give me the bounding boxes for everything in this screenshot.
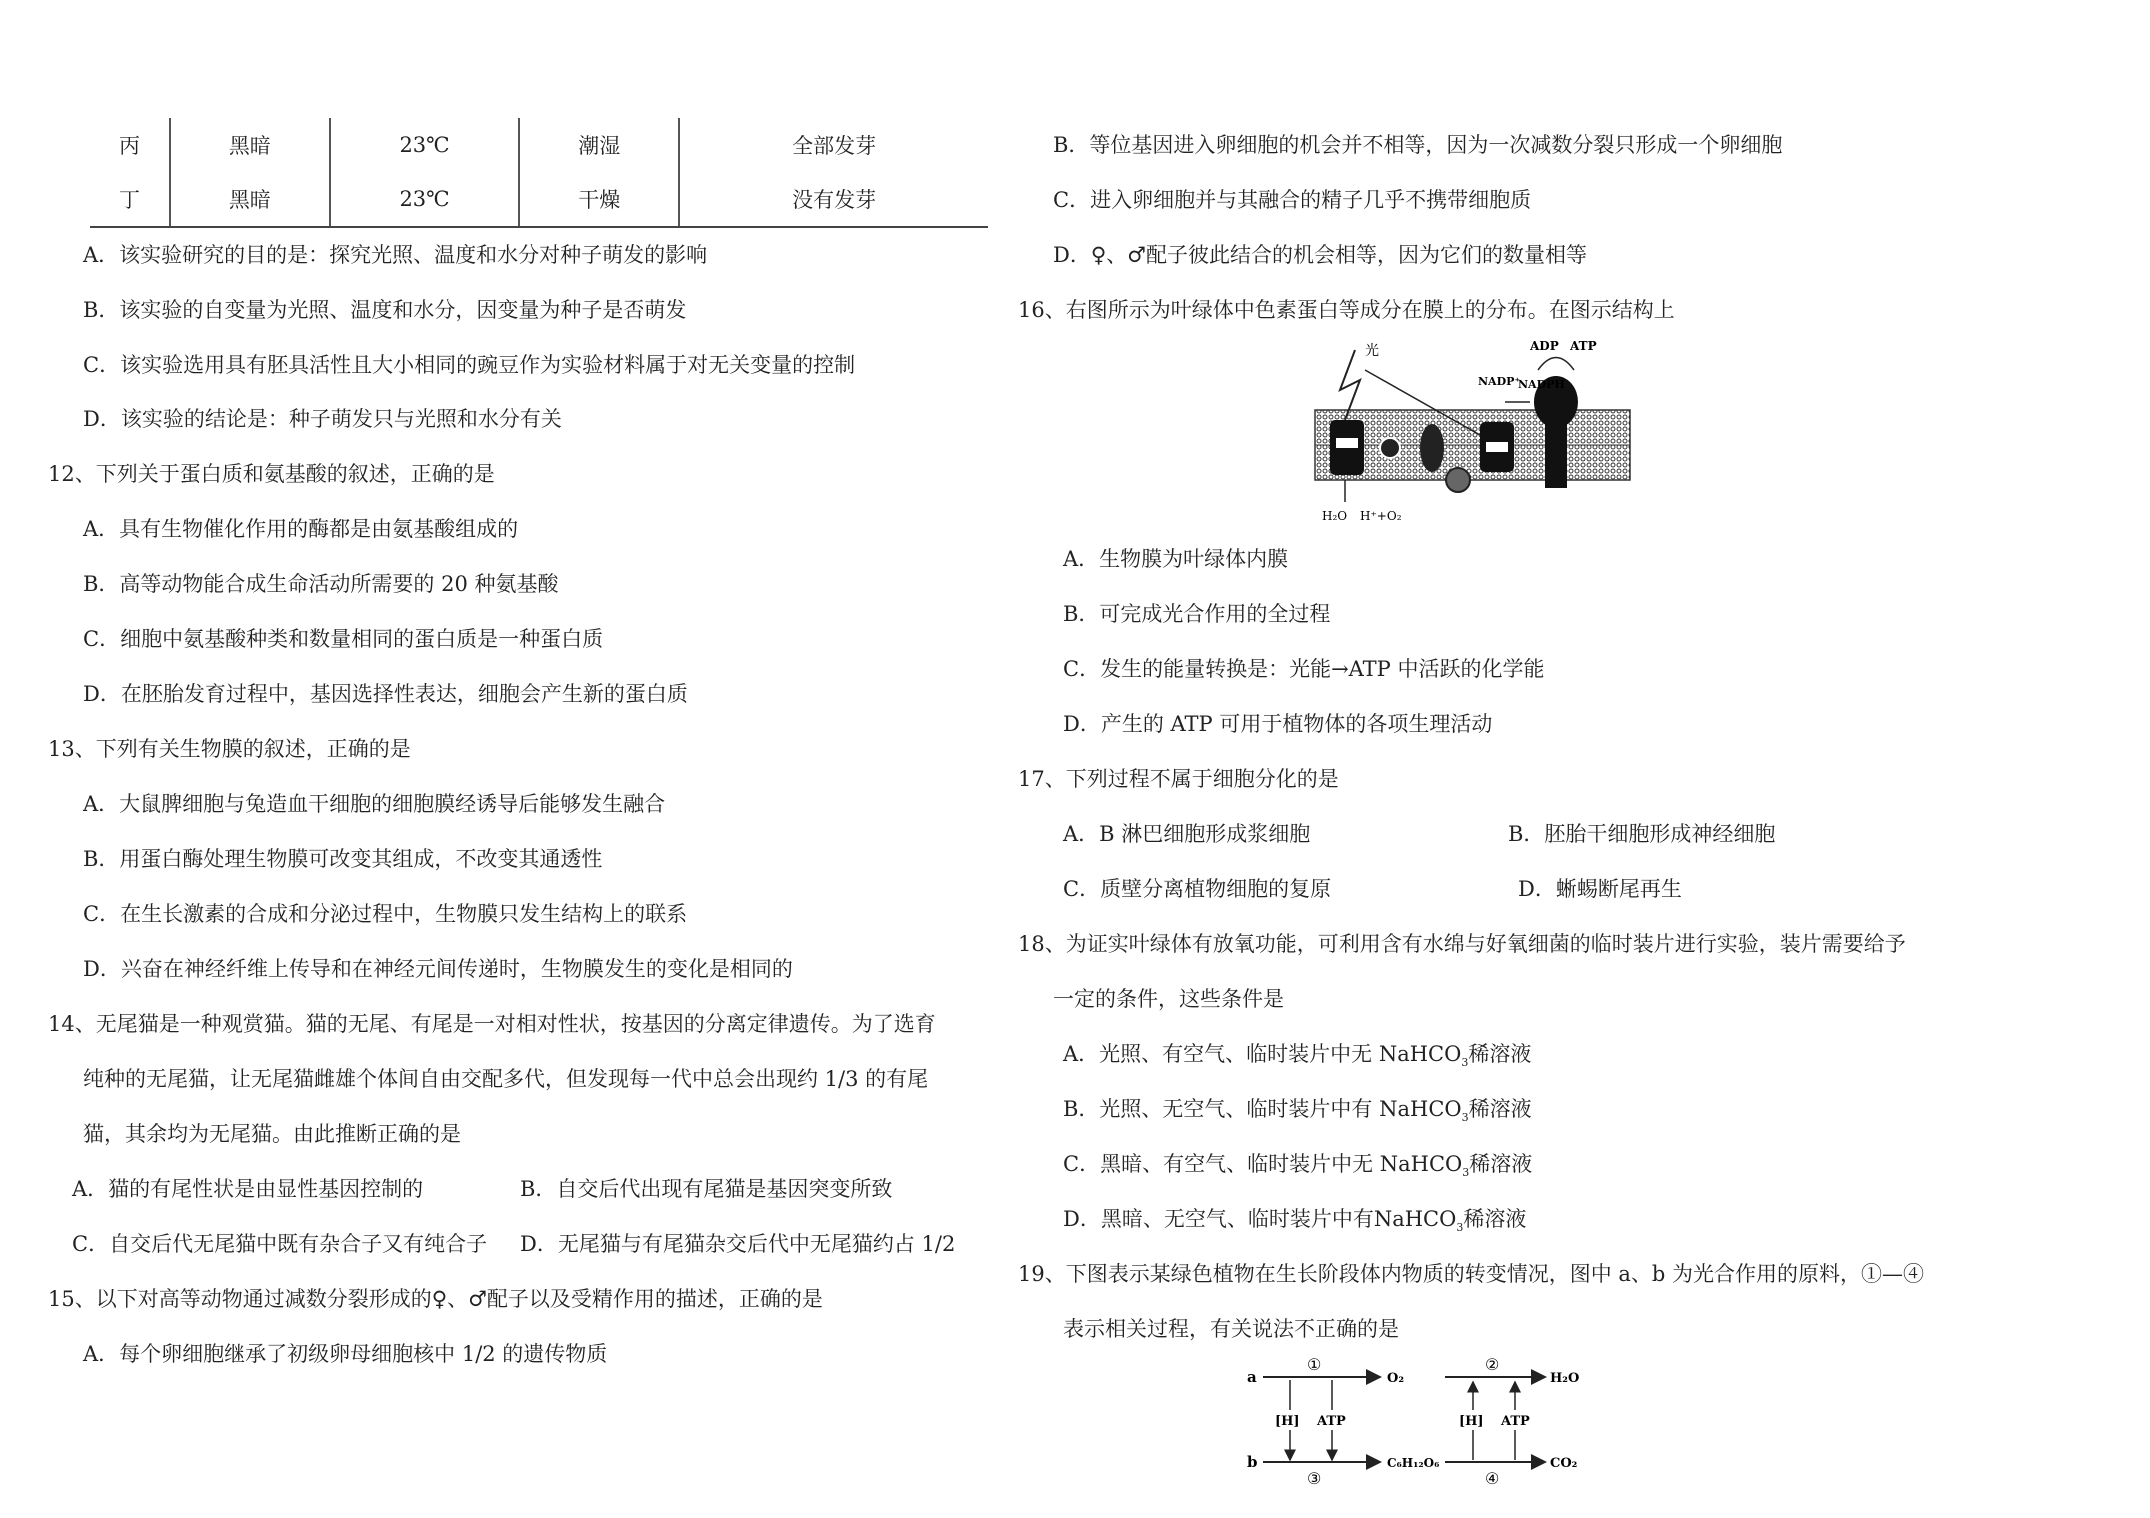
table-cell: 23℃ [330, 118, 520, 172]
q18-option-a [1063, 1039, 1531, 1078]
q11-option-d: D．该实验的结论是：种子萌发只与光照和水分有关 [83, 407, 562, 431]
plastoquinone [1380, 438, 1400, 458]
label-process-4: ④ [1485, 1469, 1500, 1488]
q16-stem: 16、右图所示为叶绿体中色素蛋白等成分在膜上的分布。在图示结构上 [1018, 298, 1675, 322]
label-o2: O₂ [1387, 1371, 1405, 1386]
q14-option-a: A．猫的有尾性状是由显性基因控制的 [72, 1177, 424, 1201]
o2-label: H⁺+O₂ [1360, 509, 1402, 523]
q13-option-c: C．在生长激素的合成和分泌过程中，生物膜只发生结构上的联系 [83, 902, 688, 926]
thylakoid-membrane-figure [1310, 330, 1640, 530]
table-row [90, 172, 988, 227]
label-co2: CO₂ [1550, 1456, 1578, 1471]
q13-option-b: B．用蛋白酶处理生物膜可改变其组成，不改变其通透性 [83, 847, 603, 871]
table-cell: 黑暗 [170, 172, 330, 227]
q16-option-b: B．可完成光合作用的全过程 [1063, 602, 1331, 626]
q15-option-a: A．每个卵细胞继承了初级卵母细胞核中 1/2 的遗传物质 [83, 1342, 608, 1366]
q13-option-d: D．兴奋在神经纤维上传导和在神经元间传递时，生物膜发生的变化是相同的 [83, 957, 793, 981]
table-cell: 黑暗 [170, 118, 330, 172]
q15-stem: 15、以下对高等动物通过减数分裂形成的♀、♂配子以及受精作用的描述，正确的是 [48, 1287, 823, 1311]
q18-stem-line-1: 18、为证实叶绿体有放氧功能，可利用含有水绵与好氧细菌的临时装片进行实验，装片需要给予 [1018, 932, 1906, 956]
h2o-label: H₂O [1322, 509, 1348, 523]
atp-label: ATP [1570, 339, 1597, 353]
q14-option-c: C．自交后代无尾猫中既有杂合子又有纯合子 [72, 1232, 488, 1256]
q19-stem-line-1: 19、下图表示某绿色植物在生长阶段体内物质的转变情况，图中 a、b 为光合作用的原料，①—④ [1018, 1262, 1925, 1286]
q16-option-c: C．发生的能量转换是：光能→ATP 中活跃的化学能 [1063, 657, 1545, 681]
label-process-2: ② [1485, 1355, 1500, 1374]
option-text: 稀溶液 [1469, 1152, 1533, 1176]
q14-stem-line-2: 纯种的无尾猫，让无尾猫雌雄个体间自由交配多代，但发现每一代中总会出现约 1/3 的有尾 [83, 1067, 929, 1091]
plastocyanin [1446, 468, 1470, 492]
q17-stem: 17、下列过程不属于细胞分化的是 [1018, 767, 1339, 791]
atp-synthase-stalk [1545, 420, 1567, 488]
q14-option-d: D．无尾猫与有尾猫杂交后代中无尾猫约占 1/2 [520, 1232, 956, 1256]
table-cell: 丁 [90, 172, 170, 227]
q13-stem: 13、下列有关生物膜的叙述，正确的是 [48, 737, 411, 761]
table-cell: 潮湿 [519, 118, 679, 172]
nadp-label: NADP⁺ [1478, 375, 1521, 388]
option-text: C．黑暗、有空气、临时装片中无 NaHCO [1063, 1152, 1463, 1176]
q16-option-d: D．产生的 ATP 可用于植物体的各项生理活动 [1063, 712, 1493, 736]
label-process-3: ③ [1307, 1469, 1322, 1488]
q15-option-c: C．进入卵细胞并与其融合的精子几乎不携带细胞质 [1053, 188, 1532, 212]
q15-option-b: B．等位基因进入卵细胞的机会并不相等，因为一次减数分裂只形成一个卵细胞 [1053, 133, 1783, 157]
label-glucose: C₆H₁₂O₆ [1387, 1456, 1440, 1470]
label-h-1: [H] [1275, 1414, 1300, 1429]
adp-atp-arrow [1538, 358, 1574, 371]
q12-option-c: C．细胞中氨基酸种类和数量相同的蛋白质是一种蛋白质 [83, 627, 604, 651]
subscript: 3 [1461, 1056, 1469, 1070]
q18-option-d [1063, 1204, 1526, 1243]
nadph-label: NADPH [1518, 378, 1565, 391]
adp-label: ADP [1530, 339, 1559, 353]
label-a: a [1247, 1368, 1257, 1386]
table-cell: 全部发芽 [679, 118, 988, 172]
q15-option-d: D．♀、♂配子彼此结合的机会相等，因为它们的数量相等 [1053, 243, 1588, 267]
q17-option-a: A．B 淋巴细胞形成浆细胞 [1063, 822, 1311, 846]
q14-option-b: B．自交后代出现有尾猫是基因突变所致 [520, 1177, 893, 1201]
option-text: B．光照、无空气、临时装片中有 NaHCO [1063, 1097, 1462, 1121]
q12-option-b: B．高等动物能合成生命活动所需要的 20 种氨基酸 [83, 572, 559, 596]
option-text: D．黑暗、无空气、临时装片中有NaHCO [1063, 1207, 1457, 1231]
label-b: b [1247, 1453, 1258, 1471]
q14-stem-line-3: 猫，其余均为无尾猫。由此推断正确的是 [83, 1122, 461, 1146]
option-text: 稀溶液 [1468, 1097, 1532, 1121]
subscript: 3 [1462, 1166, 1470, 1180]
table-row [90, 118, 988, 172]
option-text: 稀溶液 [1468, 1042, 1532, 1066]
seed-germination-table [90, 118, 988, 228]
q18-option-b [1063, 1094, 1532, 1133]
q16-option-a: A．生物膜为叶绿体内膜 [1063, 547, 1289, 571]
q11-option-a: A．该实验研究的目的是：探究光照、温度和水分对种子萌发的影响 [83, 243, 708, 267]
q11-option-c: C．该实验选用具有胚具活性且大小相同的豌豆作为实验材料属于对无关变量的控制 [83, 353, 856, 377]
q12-stem: 12、下列关于蛋白质和氨基酸的叙述，正确的是 [48, 462, 495, 486]
q13-option-a: A．大鼠脾细胞与兔造血干细胞的细胞膜经诱导后能够发生融合 [83, 792, 666, 816]
subscript: 3 [1456, 1221, 1464, 1235]
subscript: 3 [1461, 1111, 1469, 1125]
label-h-2: [H] [1459, 1414, 1484, 1429]
q11-option-b: B．该实验的自变量为光照、温度和水分，因变量为种子是否萌发 [83, 298, 687, 322]
label-atp-2: ATP [1501, 1414, 1530, 1429]
q18-option-c [1063, 1149, 1532, 1188]
q17-option-d: D．蜥蜴断尾再生 [1518, 877, 1682, 901]
photosystem-2-label [1336, 438, 1358, 448]
light-label: 光 [1365, 343, 1379, 359]
q12-option-d: D．在胚胎发育过程中，基因选择性表达，细胞会产生新的蛋白质 [83, 682, 688, 706]
q14-stem-line-1: 14、无尾猫是一种观赏猫。猫的无尾、有尾是一对相对性状，按基因的分离定律遗传。为了选育 [48, 1012, 936, 1036]
label-atp-1: ATP [1317, 1414, 1346, 1429]
label-process-1: ① [1307, 1355, 1322, 1374]
table-cell: 23℃ [330, 172, 520, 227]
q17-option-b: B．胚胎干细胞形成神经细胞 [1508, 822, 1776, 846]
label-h2o: H₂O [1550, 1371, 1580, 1386]
option-text: 稀溶液 [1463, 1207, 1527, 1231]
q18-stem-line-2: 一定的条件，这些条件是 [1053, 987, 1284, 1011]
q12-option-a: A．具有生物催化作用的酶都是由氨基酸组成的 [83, 517, 519, 541]
metabolism-flow-figure [1245, 1352, 1585, 1492]
q19-stem-line-2: 表示相关过程，有关说法不正确的是 [1063, 1317, 1399, 1341]
cytochrome-complex [1420, 424, 1444, 472]
q17-option-c: C．质壁分离植物细胞的复原 [1063, 877, 1332, 901]
option-text: A．光照、有空气、临时装片中无 NaHCO [1063, 1042, 1462, 1066]
table-cell: 没有发芽 [679, 172, 988, 227]
photosystem-1-label [1486, 442, 1508, 452]
table-cell: 干燥 [519, 172, 679, 227]
table-cell: 丙 [118, 134, 140, 158]
